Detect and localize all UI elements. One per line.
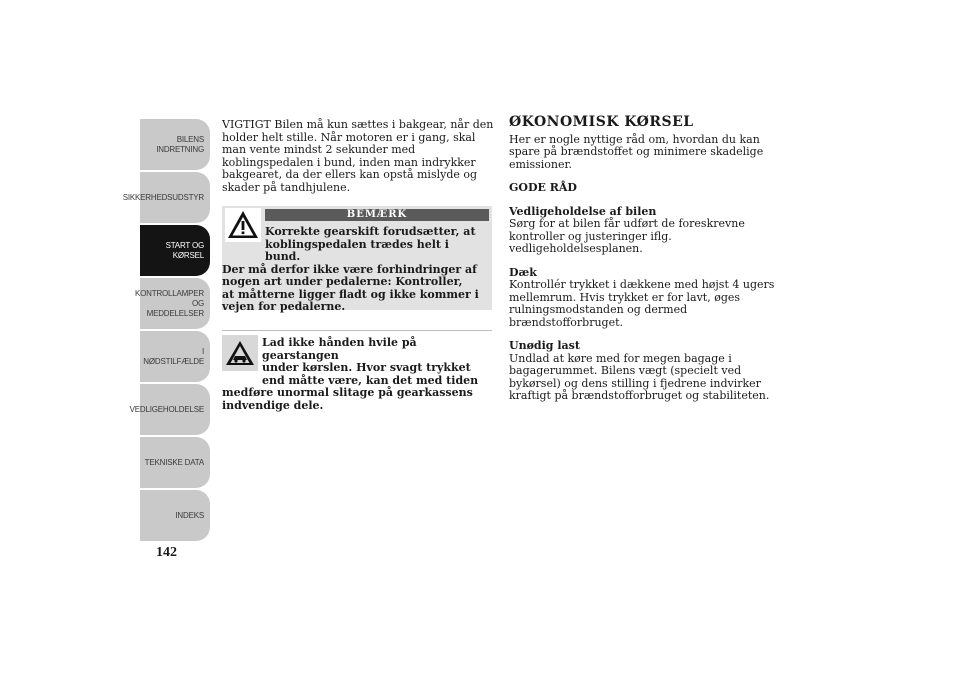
separator bbox=[222, 330, 492, 331]
note-line: Korrekte gearskift forudsætter, at bbox=[265, 225, 476, 238]
tab-vedligeholdelse[interactable] bbox=[129, 384, 210, 435]
caution-text bbox=[222, 337, 492, 412]
caution-line: Lad ikke hånden hvile på gearstangen bbox=[262, 336, 417, 362]
tab-label: TEKNISKE DATA bbox=[144, 457, 204, 467]
page-number: 142 bbox=[156, 545, 177, 560]
tab-start-og-korsel[interactable] bbox=[140, 225, 210, 276]
tab-label: I NØDSTILFÆLDE bbox=[143, 346, 204, 366]
tab-kontrollamper[interactable] bbox=[135, 278, 210, 329]
tab-label: VEDLIGEHOLDELSE bbox=[129, 404, 204, 414]
subsection-body: Sørg for at bilen får udført de foreskrevne kontroller og justeringer iflg. vedligeholdelsesplanen. bbox=[509, 217, 745, 255]
left-column bbox=[222, 119, 497, 194]
caution-line: end måtte være, kan det med tiden bbox=[262, 373, 479, 387]
section-heading: ØKONOMISK KØRSEL bbox=[509, 114, 694, 130]
caution-line: indvendige dele. bbox=[222, 398, 324, 412]
subsection-title: Vedligeholdelse af bilen bbox=[509, 204, 657, 218]
note-title: BEMÆRK bbox=[265, 209, 489, 221]
subsection-title: Dæk bbox=[509, 265, 537, 279]
note-text bbox=[222, 226, 487, 314]
intro-paragraph: Her er nogle nyttige råd om, hvordan du kan spare på brændstoffet og minimere skadelige emissioner. bbox=[509, 132, 764, 171]
note-line: koblingspedalen trædes helt i bund. bbox=[265, 237, 449, 263]
tab-label: INDEKS bbox=[175, 510, 204, 520]
right-column bbox=[509, 116, 779, 403]
subsection-body: Undlad at køre med for megen bagage i bagagerummet. Bilens vægt (specielt ved bykørsel) og dens stilling i fjedrene indvirker kraftigt på brændstofforbruget og stabiliteten. bbox=[509, 351, 770, 402]
subsection-title: Unødig last bbox=[509, 339, 580, 352]
tab-label: KONTROLLAMPER OG MEDDELELSER bbox=[135, 288, 204, 318]
tab-i-nodstilfaelde[interactable] bbox=[140, 331, 210, 382]
gode-raad-heading: GODE RÅD bbox=[509, 181, 577, 194]
note-line: at måtterne ligger fladt og ikke kommer i bbox=[222, 287, 479, 301]
tab-tekniske-data[interactable] bbox=[140, 437, 210, 488]
tab-label: SIKKERHEDSUDSTYR bbox=[122, 192, 204, 202]
tab-sikkerhedsudstyr[interactable] bbox=[122, 172, 210, 223]
note-line: Der må derfor ikke være forhindringer af bbox=[222, 262, 477, 276]
note-line: vejen for pedalerne. bbox=[222, 300, 346, 313]
tab-label: BILENS INDRETNING bbox=[156, 134, 204, 154]
tab-bilens-indretning[interactable] bbox=[140, 119, 210, 170]
caution-line: under kørslen. Hvor svagt trykket bbox=[262, 361, 471, 374]
caution-line: medføre unormal slitage på gearkassens bbox=[222, 386, 473, 399]
important-paragraph: VIGTIGT Bilen må kun sættes i bakgear, når den holder helt stille. Når motoren er i gang, skal man vente mindst 2 sekunder med koblingspedalen i bund, inden man indrykker bakgearet, da der ellers kan opstå mislyde og skader på tandhjulene. bbox=[222, 118, 494, 194]
subsection-body: Kontrollér trykket i dækkene med højst 4 ugers mellemrum. Hvis trykket er for lavt, øges rulningsmodstanden og dermed brændstofforbruget. bbox=[509, 278, 775, 329]
tab-label: START OG KØRSEL bbox=[165, 240, 204, 260]
tab-indeks[interactable] bbox=[140, 490, 210, 541]
note-line: nogen art under pedalerne: Kontroller, bbox=[222, 275, 463, 288]
